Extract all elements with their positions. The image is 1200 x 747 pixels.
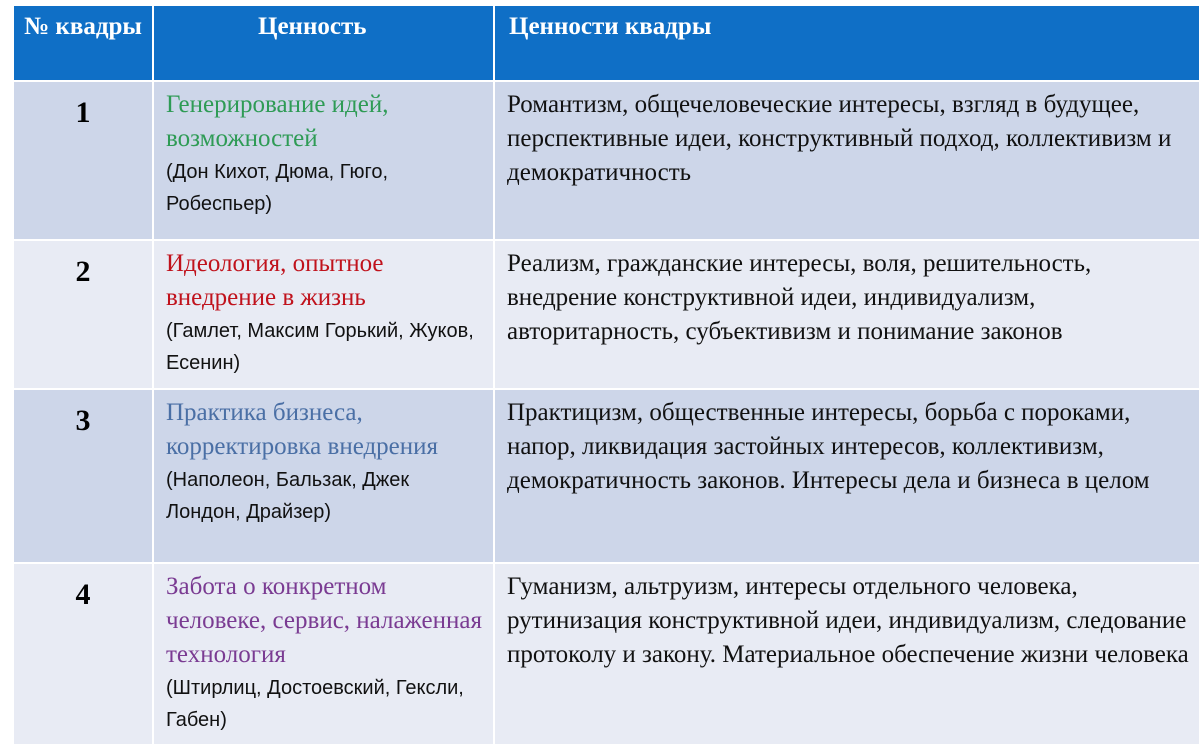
quadra-values-cell	[494, 240, 1200, 389]
quadra-number: 1	[13, 81, 153, 240]
value-cell	[153, 81, 494, 240]
header-quadra-values: Ценности квадры	[494, 5, 1200, 81]
quadra-number: 2	[13, 240, 153, 389]
value-title: Генерирование идей, возможностей	[166, 91, 389, 152]
quadra-values-text: Практицизм, общественные интересы, борьба с пороками, напор, ликвидация застойных интересов, коллективизм, демократичность законов. Интересы дела и бизнеса в целом	[507, 399, 1150, 494]
value-title: Забота о конкретном человеке, сервис, налаженная технология	[166, 573, 482, 668]
quadra-number: 3	[13, 389, 153, 563]
value-cell	[153, 389, 494, 563]
quadra-values-cell	[494, 81, 1200, 240]
value-people: (Дон Кихот, Дюма, Гюго, Робеспьер)	[166, 161, 389, 215]
quadra-values-cell	[494, 389, 1200, 563]
header-quadra-number: № квадры	[13, 5, 153, 81]
value-title: Практика бизнеса, корректировка внедрения	[166, 399, 439, 460]
quadra-values-text: Романтизм, общечеловеческие интересы, взгляд в будущее, перспективные идеи, конструктивный подход, коллективизм и демократичность	[507, 91, 1172, 186]
value-cell	[153, 240, 494, 389]
quadra-values-text: Реализм, гражданские интересы, воля, решительность, внедрение конструктивной идеи, индивидуализм, авторитарность, субъективизм и понимание законов	[507, 250, 1092, 345]
table-row	[13, 240, 1200, 389]
quadra-values-table	[12, 4, 1200, 746]
table-row	[13, 563, 1200, 745]
value-cell	[153, 563, 494, 745]
value-title: Идеология, опытное внедрение в жизнь	[166, 250, 384, 311]
table-header-row	[13, 5, 1200, 81]
header-value: Ценность	[153, 5, 494, 81]
value-people: (Штирлиц, Достоевский, Гексли, Габен)	[166, 677, 464, 731]
table-row	[13, 389, 1200, 563]
value-people: (Гамлет, Максим Горький, Жуков, Есенин)	[166, 320, 474, 374]
value-people: (Наполеон, Бальзак, Джек Лондон, Драйзер)	[166, 469, 410, 523]
table-row	[13, 81, 1200, 240]
quadra-values-text: Гуманизм, альтруизм, интересы отдельного человека, рутинизация конструктивной идеи, индивидуализм, следование протоколу и закону. Материальное обеспечение жизни человека	[507, 573, 1189, 668]
quadra-values-cell	[494, 563, 1200, 745]
quadra-number: 4	[13, 563, 153, 745]
quadra-values-table-container	[12, 4, 1199, 744]
